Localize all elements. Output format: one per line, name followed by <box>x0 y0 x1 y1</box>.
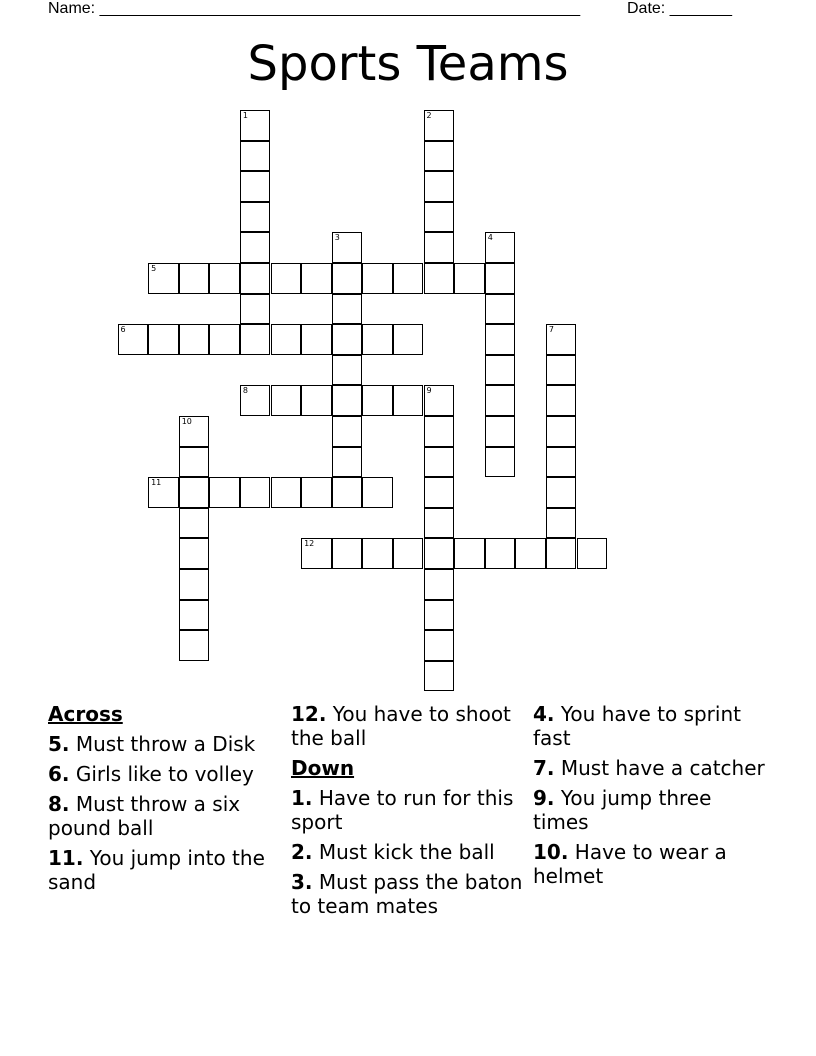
cell-number: 9 <box>426 386 432 396</box>
clue-across-6: 6. Girls like to volley <box>48 762 254 786</box>
grid-cell[interactable] <box>179 600 210 631</box>
grid-cell[interactable] <box>148 263 179 294</box>
grid-cell[interactable] <box>240 294 271 325</box>
grid-cell[interactable] <box>424 263 455 294</box>
grid-cell[interactable] <box>240 477 271 508</box>
grid-cell[interactable] <box>546 508 577 539</box>
grid-cell[interactable] <box>209 324 240 355</box>
grid-cell[interactable] <box>362 385 393 416</box>
name-field-line: Name: ______________________________________________________ <box>48 0 581 17</box>
grid-cell[interactable] <box>424 477 455 508</box>
grid-cell[interactable] <box>424 508 455 539</box>
clue-down-2: 2. Must kick the ball <box>291 840 495 864</box>
grid-cell[interactable] <box>393 538 424 569</box>
grid-cell[interactable] <box>485 538 516 569</box>
clue-down-7: 7. Must have a catcher <box>533 756 765 780</box>
grid-cell[interactable] <box>179 508 210 539</box>
grid-cell[interactable] <box>240 324 271 355</box>
clue-column-2 <box>291 702 531 924</box>
grid-cell[interactable] <box>424 171 455 202</box>
grid-cell[interactable] <box>179 416 210 447</box>
grid-cell[interactable] <box>485 232 516 263</box>
grid-cell[interactable] <box>240 171 271 202</box>
grid-cell[interactable] <box>362 477 393 508</box>
grid-cell[interactable] <box>546 416 577 447</box>
grid-cell[interactable] <box>393 385 424 416</box>
cell-number: 4 <box>487 233 493 243</box>
grid-cell[interactable] <box>485 385 516 416</box>
clue-across-8: 8. Must throw a six pound ball <box>48 792 241 840</box>
grid-cell[interactable] <box>179 569 210 600</box>
grid-cell[interactable] <box>301 477 332 508</box>
grid-cell[interactable] <box>424 538 455 569</box>
cell-number: 8 <box>242 386 248 396</box>
grid-cell[interactable] <box>546 355 577 386</box>
cell-number: 7 <box>548 325 554 335</box>
grid-cell[interactable] <box>393 263 424 294</box>
grid-cell[interactable] <box>546 447 577 478</box>
grid-cell[interactable] <box>362 538 393 569</box>
grid-cell[interactable] <box>148 477 179 508</box>
grid-cell[interactable] <box>454 538 485 569</box>
grid-cell[interactable] <box>179 630 210 661</box>
grid-cell[interactable] <box>332 385 363 416</box>
grid-cell[interactable] <box>179 263 210 294</box>
grid-cell[interactable] <box>179 324 210 355</box>
grid-cell[interactable] <box>240 202 271 233</box>
grid-cell[interactable] <box>393 324 424 355</box>
grid-cell[interactable] <box>424 416 455 447</box>
grid-cell[interactable] <box>179 477 210 508</box>
grid-cell[interactable] <box>485 416 516 447</box>
cell-number: 11 <box>151 478 162 488</box>
grid-cell[interactable] <box>424 661 455 692</box>
grid-cell[interactable] <box>546 324 577 355</box>
grid-cell[interactable] <box>332 447 363 478</box>
clue-column-3 <box>533 702 773 894</box>
grid-cell[interactable] <box>424 232 455 263</box>
grid-cell[interactable] <box>301 538 332 569</box>
grid-cell[interactable] <box>301 263 332 294</box>
clue-down-3: 3. Must pass the baton to team mates <box>291 870 523 918</box>
page-title: Sports Teams <box>247 36 569 92</box>
grid-cell[interactable] <box>424 141 455 172</box>
grid-cell[interactable] <box>332 477 363 508</box>
grid-cell[interactable] <box>332 538 363 569</box>
cell-number: 2 <box>426 111 432 120</box>
grid-cell[interactable] <box>485 447 516 478</box>
clue-down-10: 10. Have to wear a helmet <box>533 840 727 888</box>
grid-cell[interactable] <box>332 263 363 294</box>
grid-cell[interactable] <box>209 263 240 294</box>
down-heading: Down <box>291 756 355 780</box>
clue-across-11: 11. You jump into the sand <box>48 846 265 894</box>
grid-cell[interactable] <box>362 263 393 294</box>
clue-down-1: 1. Have to run for this sport <box>291 786 514 834</box>
cell-number: 12 <box>304 539 315 549</box>
grid-cell[interactable] <box>332 416 363 447</box>
grid-cell[interactable] <box>118 324 149 355</box>
grid-cell[interactable] <box>240 141 271 172</box>
clue-down-9: 9. You jump three times <box>533 786 712 834</box>
grid-cell[interactable] <box>332 294 363 325</box>
grid-cell[interactable] <box>485 263 516 294</box>
grid-cell[interactable] <box>271 385 302 416</box>
grid-cell[interactable] <box>546 477 577 508</box>
grid-cell[interactable] <box>424 202 455 233</box>
grid-cell[interactable] <box>546 538 577 569</box>
grid-cell[interactable] <box>485 355 516 386</box>
grid-cell[interactable] <box>362 324 393 355</box>
cell-number: 5 <box>151 264 157 273</box>
cell-number: 10 <box>181 417 192 426</box>
grid-cell[interactable] <box>271 324 302 355</box>
clue-across-5: 5. Must throw a Disk <box>48 732 256 756</box>
date-field-line: Date: _______ <box>627 0 732 17</box>
grid-cell[interactable] <box>240 263 271 294</box>
grid-cell[interactable] <box>485 324 516 355</box>
grid-cell[interactable] <box>485 294 516 325</box>
grid-cell[interactable] <box>424 110 455 141</box>
grid-cell[interactable] <box>148 324 179 355</box>
clue-down-4: 4. You have to sprint fast <box>533 702 741 750</box>
grid-cell[interactable] <box>424 447 455 478</box>
grid-cell[interactable] <box>332 324 363 355</box>
grid-cell[interactable] <box>332 355 363 386</box>
grid-cell[interactable] <box>271 477 302 508</box>
grid-cell[interactable] <box>424 630 455 661</box>
grid-cell[interactable] <box>424 385 455 416</box>
cell-number: 6 <box>120 325 126 335</box>
clue-across-12: 12. You have to shoot the ball <box>291 702 511 750</box>
cell-number: 1 <box>242 111 248 120</box>
grid-cell[interactable] <box>332 232 363 263</box>
cell-number: 3 <box>334 233 340 243</box>
grid-cell[interactable] <box>179 538 210 569</box>
grid-cell[interactable] <box>577 538 608 569</box>
grid-cell[interactable] <box>271 263 302 294</box>
grid-cell[interactable] <box>301 385 332 416</box>
grid-cell[interactable] <box>240 385 271 416</box>
grid-cell[interactable] <box>209 477 240 508</box>
grid-cell[interactable] <box>424 569 455 600</box>
grid-cell[interactable] <box>179 447 210 478</box>
grid-cell[interactable] <box>515 538 546 569</box>
grid-cell[interactable] <box>301 324 332 355</box>
grid-cell[interactable] <box>240 110 271 141</box>
grid-cell[interactable] <box>240 232 271 263</box>
grid-cell[interactable] <box>424 600 455 631</box>
grid-cell[interactable] <box>546 385 577 416</box>
grid-cell[interactable] <box>454 263 485 294</box>
clue-column-1 <box>48 702 288 900</box>
across-heading: Across <box>48 702 123 726</box>
